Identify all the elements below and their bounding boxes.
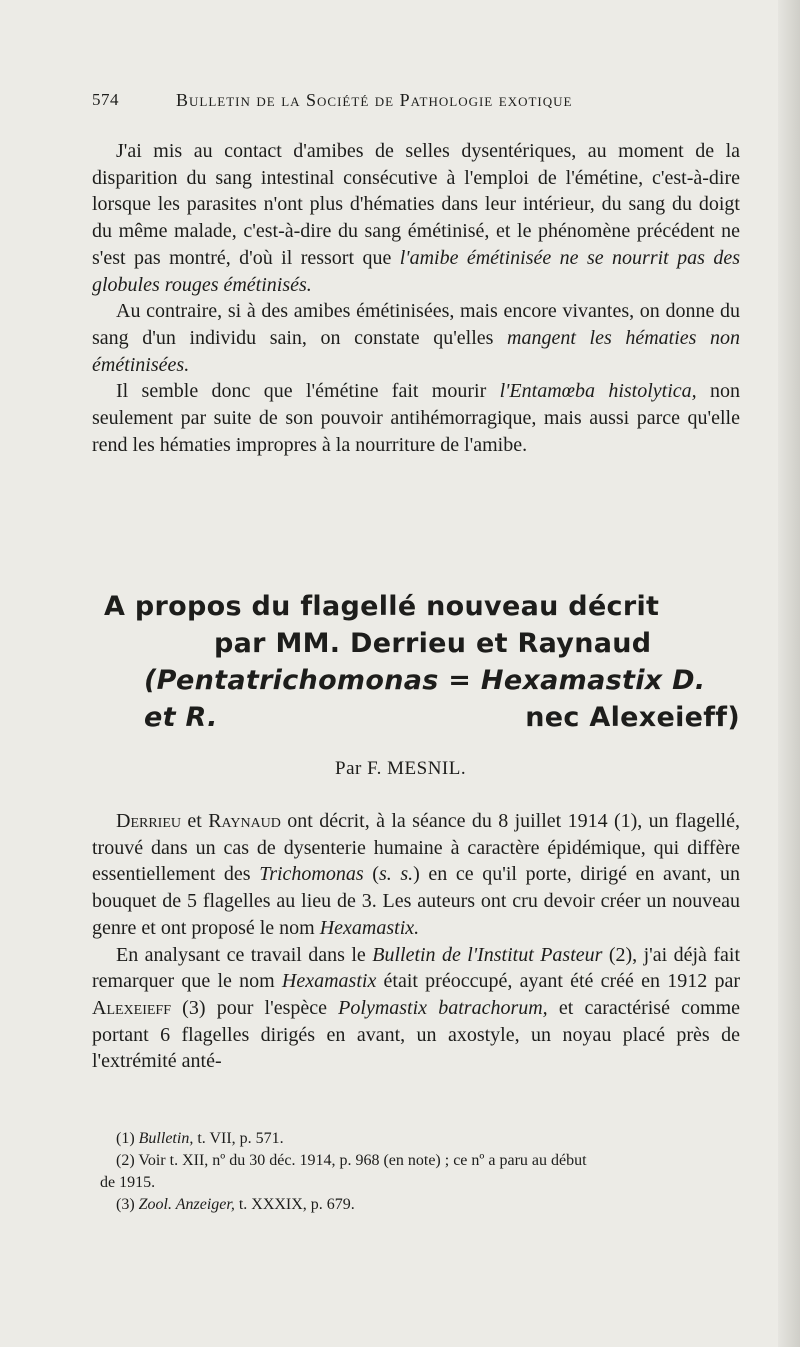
- title-line: par MM. Derrieu et Raynaud: [214, 628, 652, 659]
- text-run: Au contraire, si à des amibes émétinisées, mais encore vivantes, on donne du sang d'un individu sain, on constate qu'elles: [92, 300, 740, 349]
- running-title: Bulletin de la Société de Pathologie exotique: [176, 90, 573, 110]
- text-run: Il semble donc que l'émétine fait mourir: [116, 380, 500, 403]
- title-line: (Pentatrichomonas = Hexamastix D. et R.: [144, 665, 706, 733]
- italic-run: s. s.: [378, 863, 414, 886]
- italic-run: l'Entamœba histolytica,: [499, 380, 697, 403]
- page-edge: [778, 0, 800, 1347]
- text-run: (2) Voir t. XII, nº du 30 déc. 1914, p. 968 (en note) ; ce nº a paru au début: [116, 1152, 587, 1169]
- title-line: A propos du flagellé nouveau décrit: [104, 591, 660, 622]
- italic-run: Polymastix batrachorum,: [338, 996, 548, 1019]
- article-author: Par F. MESNIL.: [335, 758, 467, 779]
- paragraph: [92, 808, 740, 942]
- text-run: non seulement par suite de son pouvoir antihémorragique, mais aussi parce qu'elle rend les hématies impropres à la nourriture de l'amibe.: [92, 380, 741, 456]
- italic-run: Trichomonas: [259, 863, 364, 886]
- footnote-continuation: [100, 1172, 752, 1194]
- author-name: Alexeieff: [92, 996, 171, 1019]
- text-run: ont décrit, à la séance du 8 juillet 1914 (1), un flagellé, trouvé dans un cas de dysenterie humaine à caractère épidémique, qui diffère essentiellement des: [92, 810, 740, 886]
- text-run: (: [363, 863, 379, 886]
- text-run: était préoccupé, ayant été créé en 1912 par: [376, 970, 740, 993]
- article-body: [92, 808, 740, 1075]
- author-name: Derrieu: [116, 810, 181, 832]
- page-number: 574: [92, 90, 119, 109]
- title-line: nec Alexeieff): [525, 702, 740, 733]
- italic-run: Hexamastix.: [319, 916, 420, 939]
- paragraph: [92, 298, 740, 378]
- paragraph: [92, 138, 740, 298]
- footnote-number: (3): [116, 1196, 139, 1213]
- text-run: t. XXXIX, p. 679.: [234, 1196, 355, 1213]
- text-run: ) en ce qu'il porte, dirigé en avant, un bouquet de 5 flagelles au lieu de 3. Les auteurs ont cru devoir créer un nouveau genre et ont proposé le nom: [92, 863, 740, 939]
- footnote: [116, 1194, 752, 1216]
- text-run: et caractérisé comme portant 6 flagelles dirigés en avant, un axostyle, un noyau placé près de l'extrémité anté-: [92, 996, 741, 1073]
- text-run: et: [181, 810, 209, 832]
- paragraph: [92, 942, 740, 1076]
- text-run: J'ai mis au contact d'amibes de selles dysentériques, au moment de la disparition du sang intestinal consécutive à l'emploi de l'émétine, c'est-à-dire lorsque les parasites n'ont plus d'hématies dans leur intérieur, du sang du doigt du même malade, c'est-à-dire du sang émétinisé, et le phénomène précédent ne s'est pas montré, d'où il ressort que: [92, 140, 740, 269]
- text-run: (2), j'ai déjà fait remarquer que le nom: [92, 943, 741, 993]
- italic-run: l'amibe émétinisée ne se nourrit pas des globules rouges émétinisés.: [92, 246, 740, 296]
- author-name: Raynaud: [208, 810, 281, 832]
- previous-article-text: [92, 138, 740, 458]
- paragraph: [92, 378, 740, 458]
- italic-run: Bulletin,: [138, 1130, 194, 1147]
- italic-run: Hexamastix: [281, 970, 377, 993]
- italic-run: Bulletin de l'Institut Pasteur: [372, 943, 603, 966]
- footnote-number: (1): [116, 1130, 139, 1147]
- text-run: t. VII, p. 571.: [193, 1130, 284, 1147]
- text-run: (3) pour l'espèce: [171, 996, 339, 1019]
- italic-run: mangent les hématies non émétinisées.: [92, 326, 740, 376]
- footnote: [116, 1128, 752, 1150]
- text-run: En analysant ce travail dans le: [116, 943, 373, 966]
- italic-run: Zool. Anzeiger,: [138, 1196, 235, 1213]
- footnotes: [92, 1128, 752, 1216]
- text-run: de 1915.: [100, 1174, 156, 1191]
- footnote: [116, 1150, 752, 1172]
